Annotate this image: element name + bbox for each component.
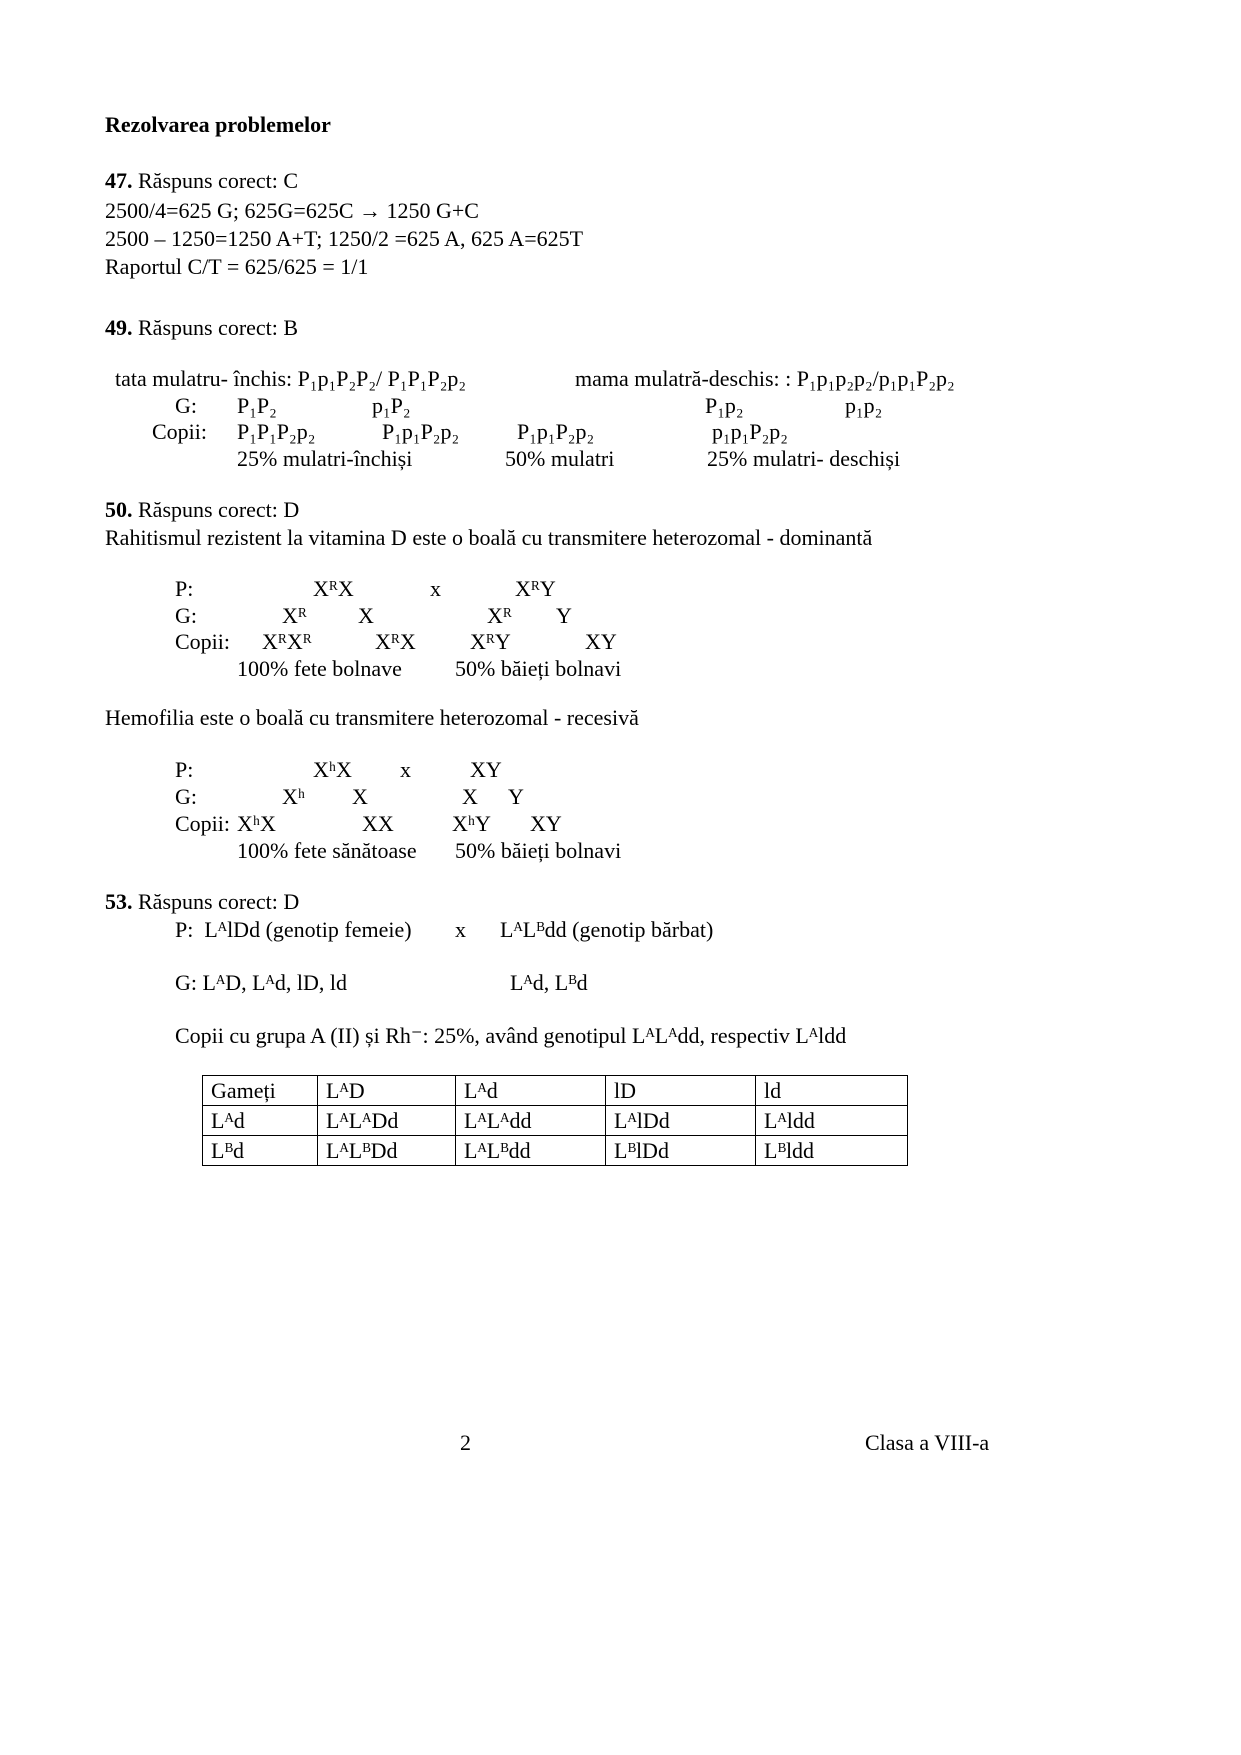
offspring-genotype: XY (585, 629, 617, 654)
gamete: X (462, 784, 478, 809)
ratio-label: 50% mulatri (505, 446, 615, 471)
result-label: 100% fete bolnave (237, 656, 402, 681)
gamete: Y (508, 784, 524, 809)
problem-47-heading (105, 168, 1195, 196)
offspring-genotype: XᴿX (375, 629, 416, 654)
conclusion-text: Copii cu grupa A (II) și Rh⁻: 25%, având genotipul LᴬLᴬdd, respectiv Lᴬldd (175, 1023, 847, 1048)
table-cell: LᴬLᴬdd (456, 1106, 606, 1136)
problem-49-parents-row (105, 366, 1195, 394)
gamete: Xᴿ (282, 603, 307, 628)
table-header-cell: ld (756, 1076, 908, 1106)
offspring-genotype: XᴿXᴿ (262, 629, 312, 654)
cross1-offspring-row (105, 629, 1195, 657)
table-row (203, 1136, 908, 1166)
mother-gametes: G: LᴬD, Lᴬd, lD, ld (175, 970, 347, 995)
table-cell: LᴬlDd (606, 1106, 756, 1136)
problem-47-line-1: 2500/4=625 G; 625G=625C → 1250 G+C (105, 198, 479, 223)
offspring-label: Copii: (175, 811, 231, 836)
cross1-gametes-row (105, 603, 1195, 631)
gamete: p₁p₂ (845, 393, 883, 418)
offspring-genotype: P₁p₁P₂p₂ (382, 419, 460, 444)
result-label: 50% băieți bolnavi (455, 838, 622, 863)
table-header-cell: LᴬD (318, 1076, 456, 1106)
father-gametes: Lᴬd, Lᴮd (510, 970, 588, 995)
gamete: Y (556, 603, 572, 628)
cross2-parents-row (105, 757, 1195, 785)
cross1-results-row (105, 656, 1195, 684)
table-cell: Lᴬldd (756, 1106, 908, 1136)
ratio-label: 25% mulatri-închiși (237, 446, 413, 471)
problem-53-answer: Răspuns corect: D (132, 889, 300, 914)
footer-class-label: Clasa a VIII-a (865, 1430, 990, 1455)
offspring-genotype: P₁P₁P₂p₂ (237, 419, 316, 444)
parents-label: P: (175, 757, 194, 782)
cross1-parents-row (105, 576, 1195, 604)
offspring-genotype: p₁p₁P₂p₂ (712, 419, 788, 444)
problem-49-answer: Răspuns corect: B (132, 315, 299, 340)
father-genotype: tata mulatru- închis: P₁p₁P₂P₂/ P₁P₁P₂p₂ (115, 366, 467, 391)
offspring-genotype: XY (530, 811, 562, 836)
problem-47-line-3: Raportul C/T = 625/625 = 1/1 (105, 254, 369, 279)
offspring-label: Copii: (152, 419, 208, 444)
offspring-genotype: P₁p₁P₂p₂ (517, 419, 595, 444)
problem-50-heading (105, 497, 1195, 525)
cross-sign: x (430, 576, 441, 601)
table-header-cell: Gameți (203, 1076, 318, 1106)
page-number: 2 (460, 1430, 471, 1455)
problem-50-number: 50. (105, 497, 133, 522)
page-title: Rezolvarea problemelor (105, 112, 331, 137)
table-header-cell: lD (606, 1076, 756, 1106)
father-genotype: XᴿY (515, 576, 556, 601)
gamete: P₁p₂ (705, 393, 744, 418)
father-genotype: XY (470, 757, 502, 782)
gametes-label: G: (175, 603, 197, 628)
problem-47-number: 47. (105, 168, 133, 193)
result-label: 100% fete sănătoase (237, 838, 417, 863)
problem-50-intro-2: Hemofilia este o boală cu transmitere heterozomal - recesivă (105, 705, 639, 730)
table-cell: LᴮlDd (606, 1136, 756, 1166)
mother-genotype: XᴿX (313, 576, 354, 601)
problem-50-intro-1: Rahitismul rezistent la vitamina D este o boală cu transmitere heterozomal - dominantă (105, 525, 873, 550)
father-genotype: LᴬLᴮdd (genotip bărbat) (500, 917, 714, 942)
problem-49-ratios-row (105, 446, 1195, 474)
problem-53-parents-row (105, 917, 1195, 945)
gamete: Xᴿ (487, 603, 512, 628)
table-cell: Lᴮd (203, 1136, 318, 1166)
gamete: p₁P₂ (372, 393, 411, 418)
table-row (203, 1106, 908, 1136)
cross2-results-row (105, 838, 1195, 866)
punnett-table (202, 1075, 908, 1166)
problem-53-conclusion (105, 1023, 1195, 1051)
problem-47-line-2: 2500 – 1250=1250 A+T; 1250/2 =625 A, 625 A=625T (105, 226, 584, 251)
table-header-row (203, 1076, 908, 1106)
offspring-genotype: XX (362, 811, 394, 836)
cross2-offspring-row (105, 811, 1195, 839)
parents-label: P: (175, 576, 194, 601)
gametes-label: G: (175, 784, 197, 809)
problem-47-answer: Răspuns corect: C (132, 168, 299, 193)
mother-genotype: XʰX (313, 757, 352, 782)
table-cell: LᴬLᴬDd (318, 1106, 456, 1136)
problem-49-heading (105, 315, 1195, 343)
mother-genotype: P: LᴬlDd (genotip femeie) (175, 917, 412, 942)
problem-49-gametes-row (105, 393, 1195, 421)
problem-49-offspring-row (105, 419, 1195, 447)
problem-53-number: 53. (105, 889, 133, 914)
table-cell: Lᴬd (203, 1106, 318, 1136)
table-cell: LᴬLᴮDd (318, 1136, 456, 1166)
gamete: X (352, 784, 368, 809)
gamete: P₁P₂ (237, 393, 277, 418)
gamete: X (358, 603, 374, 628)
result-label: 50% băieți bolnavi (455, 656, 622, 681)
offspring-genotype: XʰY (452, 811, 491, 836)
problem-49-number: 49. (105, 315, 133, 340)
cross-sign: x (400, 757, 411, 782)
table-header-cell: Lᴬd (456, 1076, 606, 1106)
offspring-label: Copii: (175, 629, 231, 654)
mother-genotype: mama mulatră-deschis: : P₁p₁p₂p₂/p₁p₁P₂p₂ (575, 366, 955, 391)
offspring-genotype: XʰX (237, 811, 276, 836)
problem-53-gametes-row (105, 970, 1195, 998)
cross2-gametes-row (105, 784, 1195, 812)
problem-50-answer: Răspuns corect: D (132, 497, 300, 522)
gamete: Xʰ (282, 784, 305, 809)
offspring-genotype: XᴿY (470, 629, 511, 654)
cross-sign: x (455, 917, 466, 942)
ratio-label: 25% mulatri- deschiși (707, 446, 901, 471)
problem-53-heading (105, 889, 1195, 917)
table-cell: LᴬLᴮdd (456, 1136, 606, 1166)
table-cell: Lᴮldd (756, 1136, 908, 1166)
gametes-label: G: (175, 393, 197, 418)
